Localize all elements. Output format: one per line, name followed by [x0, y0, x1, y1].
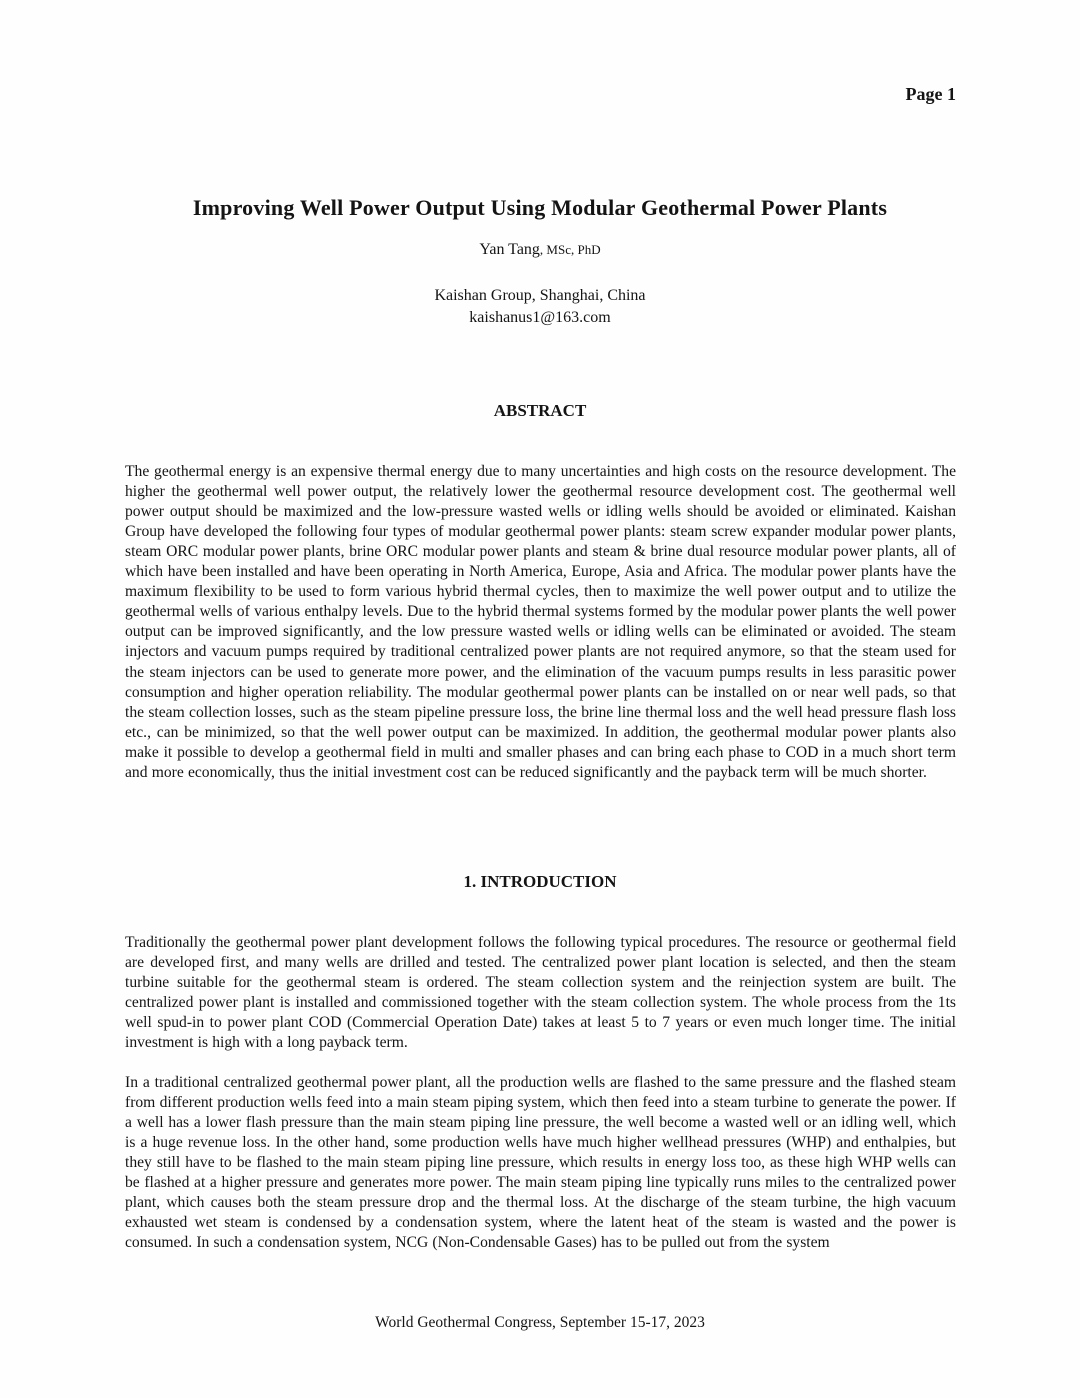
affiliation-block — [0, 285, 1080, 329]
introduction-heading: 1. INTRODUCTION — [463, 872, 617, 891]
author-name: Yan Tang — [479, 241, 540, 258]
page-number: Page 1 — [905, 84, 956, 104]
author-email: kaishanus1@163.com — [469, 309, 611, 326]
affiliation: Kaishan Group, Shanghai, China — [434, 287, 646, 304]
footer-conference-note: World Geothermal Congress, September 15-17, 2023 — [375, 1314, 705, 1331]
introduction-paragraph-2: In a traditional centralized geothermal power plant, all the production wells are flashed to the same pressure and the flashed steam from different production wells feed into a main steam piping system, which then feed into a steam turbine to generate the power. If a well has a lower flash pressure than the main steam piping line pressure, the well become a wasted well or an idling well, which is a huge revenue loss. In the other hand, some production wells have much higher wellhead pressures (WHP) and enthalpies, but they still have to be flashed to the main steam piping line pressure, which results in energy loss too, as these high WHP wells can be flashed at a higher pressure and generates more power. The main steam piping line typically runs miles to the centralized power plant, which causes both the steam pressure drop and the thermal loss. At the discharge of the steam turbine, the high vacuum exhausted wet steam is condensed by a condensation system, where the latent heat of the steam is wasted and the power is consumed. In such a condensation system, NCG (Non-Condensable Gases) has to be pulled out from the system — [125, 1073, 956, 1252]
author-credentials: , MSc, PhD — [539, 242, 601, 257]
paper-title: Improving Well Power Output Using Modular Geothermal Power Plants — [192, 194, 888, 220]
author-line — [0, 241, 1080, 259]
introduction-paragraph-1: Traditionally the geothermal power plant development follows the following typical procedures. The resource or geothermal field are developed first, and many wells are drilled and tested. The centralized power plant location is selected, and then the steam turbine suitable for the geothermal steam is ordered. The steam collection system and the reinjection system are built. The centralized power plant is installed and commissioned together with the steam collection system. The whole process from the 1ts well spud-in to power plant COD (Commercial Operation Date) takes at least 5 to 7 years or even much longer time. The initial investment is high with a long payback term. — [125, 933, 956, 1052]
abstract-body: The geothermal energy is an expensive thermal energy due to many uncertainties and high costs on the resource development. The higher the geothermal well power output, the relatively lower the geothermal resource development cost. The geothermal well power output should be maximized and the low-pressure wasted wells or idling wells should be avoided or eliminated. Kaishan Group have developed the following four types of modular geothermal power plants: steam screw expander modular power plants, steam ORC modular power plants, brine ORC modular power plants and steam & brine dual resource modular power plants, all of which have been installed and have been operating in North America, Europe, Asia and Africa. The modular power plants have the maximum flexibility to be used to form various hybrid thermal cycles, then to maximize the well power output and to utilize the geothermal wells of various enthalpy levels. Due to the hybrid thermal systems formed by the modular power plants the well power output can be improved significantly, and the low pressure wasted wells or idling wells can be eliminated or avoided. The steam injectors and vacuum pumps required by traditional centralized power plants are not required anymore, so that the steam used for the steam injectors can be used to generate more power, and the elimination of the vacuum pumps results in less parasitic power consumption and higher operation reliability. The modular geothermal power plants can be installed on or near well pads, so that the steam collection losses, such as the steam pipeline pressure loss, the brine line thermal loss and the well head pressure flash loss etc., can be minimized, so that the well power output can be maximized. In addition, the geothermal modular power plants also make it possible to develop a geothermal field in multi and smaller phases and can bring each phase to COD in a much short term and more economically, thus the initial investment cost can be reduced significantly and the payback term will be much shorter. — [125, 462, 956, 781]
abstract-heading: ABSTRACT — [493, 401, 587, 420]
